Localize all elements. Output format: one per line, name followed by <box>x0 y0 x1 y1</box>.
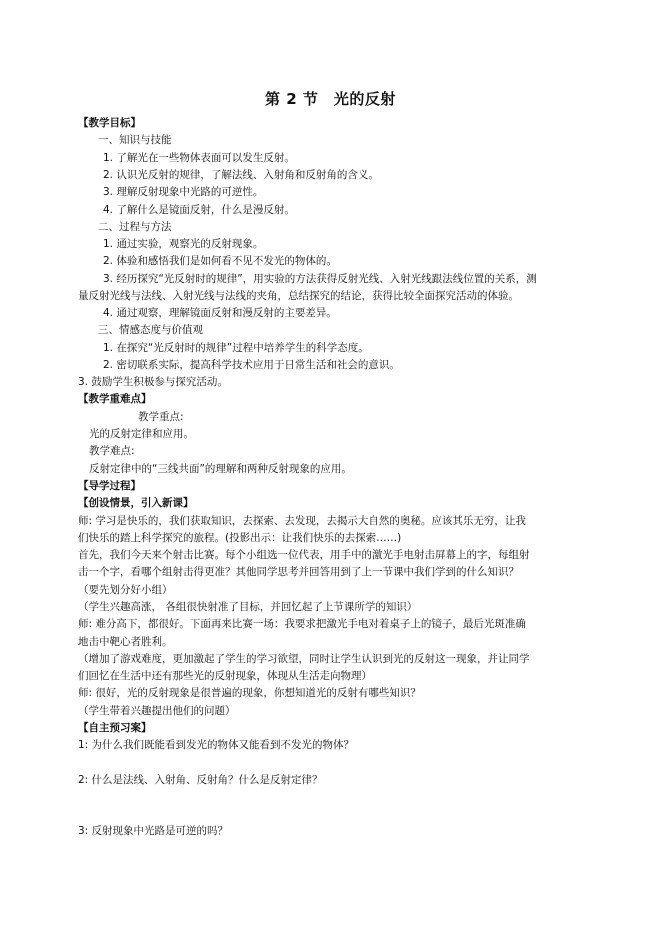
list-item: 2. 认识光反射的规律，了解法线、入射角和反射角的含义。 <box>103 169 379 181</box>
section-heading-key-points: 【教学重难点】 <box>78 393 152 405</box>
paragraph-line: 们快乐的踏上科学探究的旅程。(投影出示：让我们快乐的去探索……) <box>78 532 402 544</box>
paragraph-line: 们回忆在生活中还有那些光的反射现象，体现从生活走向物理） <box>78 670 372 682</box>
list-item: 2. 密切联系实际，提高科学技术应用于日常生活和社会的意识。 <box>103 359 400 371</box>
difficulty-label: 教学难点: <box>89 445 135 457</box>
paragraph-line: （增加了游戏难度，更加激起了学生的学习欲望，同时让学生认识到光的反射这一现象，并让同学 <box>78 653 530 665</box>
question-3: 3: 反射现象中光路是可逆的吗？ <box>78 825 229 837</box>
paragraph-line: 首先，我们今天来个射击比赛。每个小组选一位代表，用手中的激光手电射击屏幕上的字，每组射 <box>78 549 530 561</box>
document-title: 第 2 节 光的反射 <box>265 90 396 108</box>
section-heading-guide: 【导学过程】 <box>78 480 141 492</box>
list-item: 3. 鼓励学生积极参与探究活动。 <box>78 376 228 388</box>
list-item: 1. 在探究“光反射时的规律”过程中培养学生的科学态度。 <box>103 342 369 354</box>
list-item: 1. 通过实验，观察光的反射现象。 <box>103 238 264 250</box>
section-heading-scenario: 【创设情景，引入新课】 <box>78 497 194 509</box>
key-point-text: 光的反射定律和应用。 <box>89 428 194 440</box>
list-item: 3. 理解反射现象中光路的可逆性。 <box>103 186 264 198</box>
list-item: 2. 体验和感悟我们是如何看不见不发光的物体的。 <box>103 255 337 267</box>
section-heading-preview: 【自主预习案】 <box>78 722 152 734</box>
list-item: 4. 通过观察，理解镜面反射和漫反射的主要差异。 <box>103 307 337 319</box>
paragraph-line: 师: 难分高下，都很好。下面再来比赛一场：我要求把激光手电对着桌子上的镜子，最后光斑准确 <box>78 618 526 630</box>
section-heading-objectives: 【教学目标】 <box>78 117 141 129</box>
question-2: 2: 什么是法线、入射角、反射角？什么是反射定律？ <box>78 774 323 786</box>
subheading-process: 二、过程与方法 <box>98 221 172 233</box>
list-item: 4. 了解什么是镜面反射，什么是漫反射。 <box>103 204 295 216</box>
subheading-knowledge: 一、知识与技能 <box>98 134 172 146</box>
paragraph-line: 师: 学习是快乐的，我们获取知识，去探索、去发现，去揭示大自然的奥秘。应该其乐无穷，让我 <box>78 515 526 527</box>
difficulty-text: 反射定律中的“三线共面”的理解和两种反射现象的应用。 <box>89 463 352 475</box>
list-item: 1. 了解光在一些物体表面可以发生反射。 <box>103 152 295 164</box>
question-1: 1: 为什么我们既能看到发光的物体又能看到不发光的物体？ <box>78 739 355 751</box>
list-item: 3. 经历探究“光反射时的规律”，用实验的方法获得反射光线、入射光线跟法线位置的关系，测 <box>103 273 537 285</box>
key-point-label: 教学重点: <box>138 411 184 423</box>
paragraph-line: 师: 很好，光的反射现象是很普遍的现象，你想知道光的反射有哪些知识？ <box>78 687 421 699</box>
subheading-values: 三、情感态度与价值观 <box>98 324 203 336</box>
paragraph-line: （学生带着兴趣提出他们的问题） <box>78 705 236 717</box>
paragraph-line: （要先划分好小组） <box>78 584 173 596</box>
paragraph-line: 击一个字，看哪个组射击得更准？其他同学思考并回答用到了上一节课中我们学到的什么知识？ <box>78 566 519 578</box>
paragraph-line: （学生兴趣高涨， 各组很快射准了目标，并回忆起了上节课所学的知识） <box>78 601 418 613</box>
list-item-continued: 量反射光线与法线、入射光线与法线的夹角，总结探究的结论，获得比较全面探究活动的体验。 <box>78 290 519 302</box>
paragraph-line: 地击中靶心者胜利。 <box>78 636 173 648</box>
